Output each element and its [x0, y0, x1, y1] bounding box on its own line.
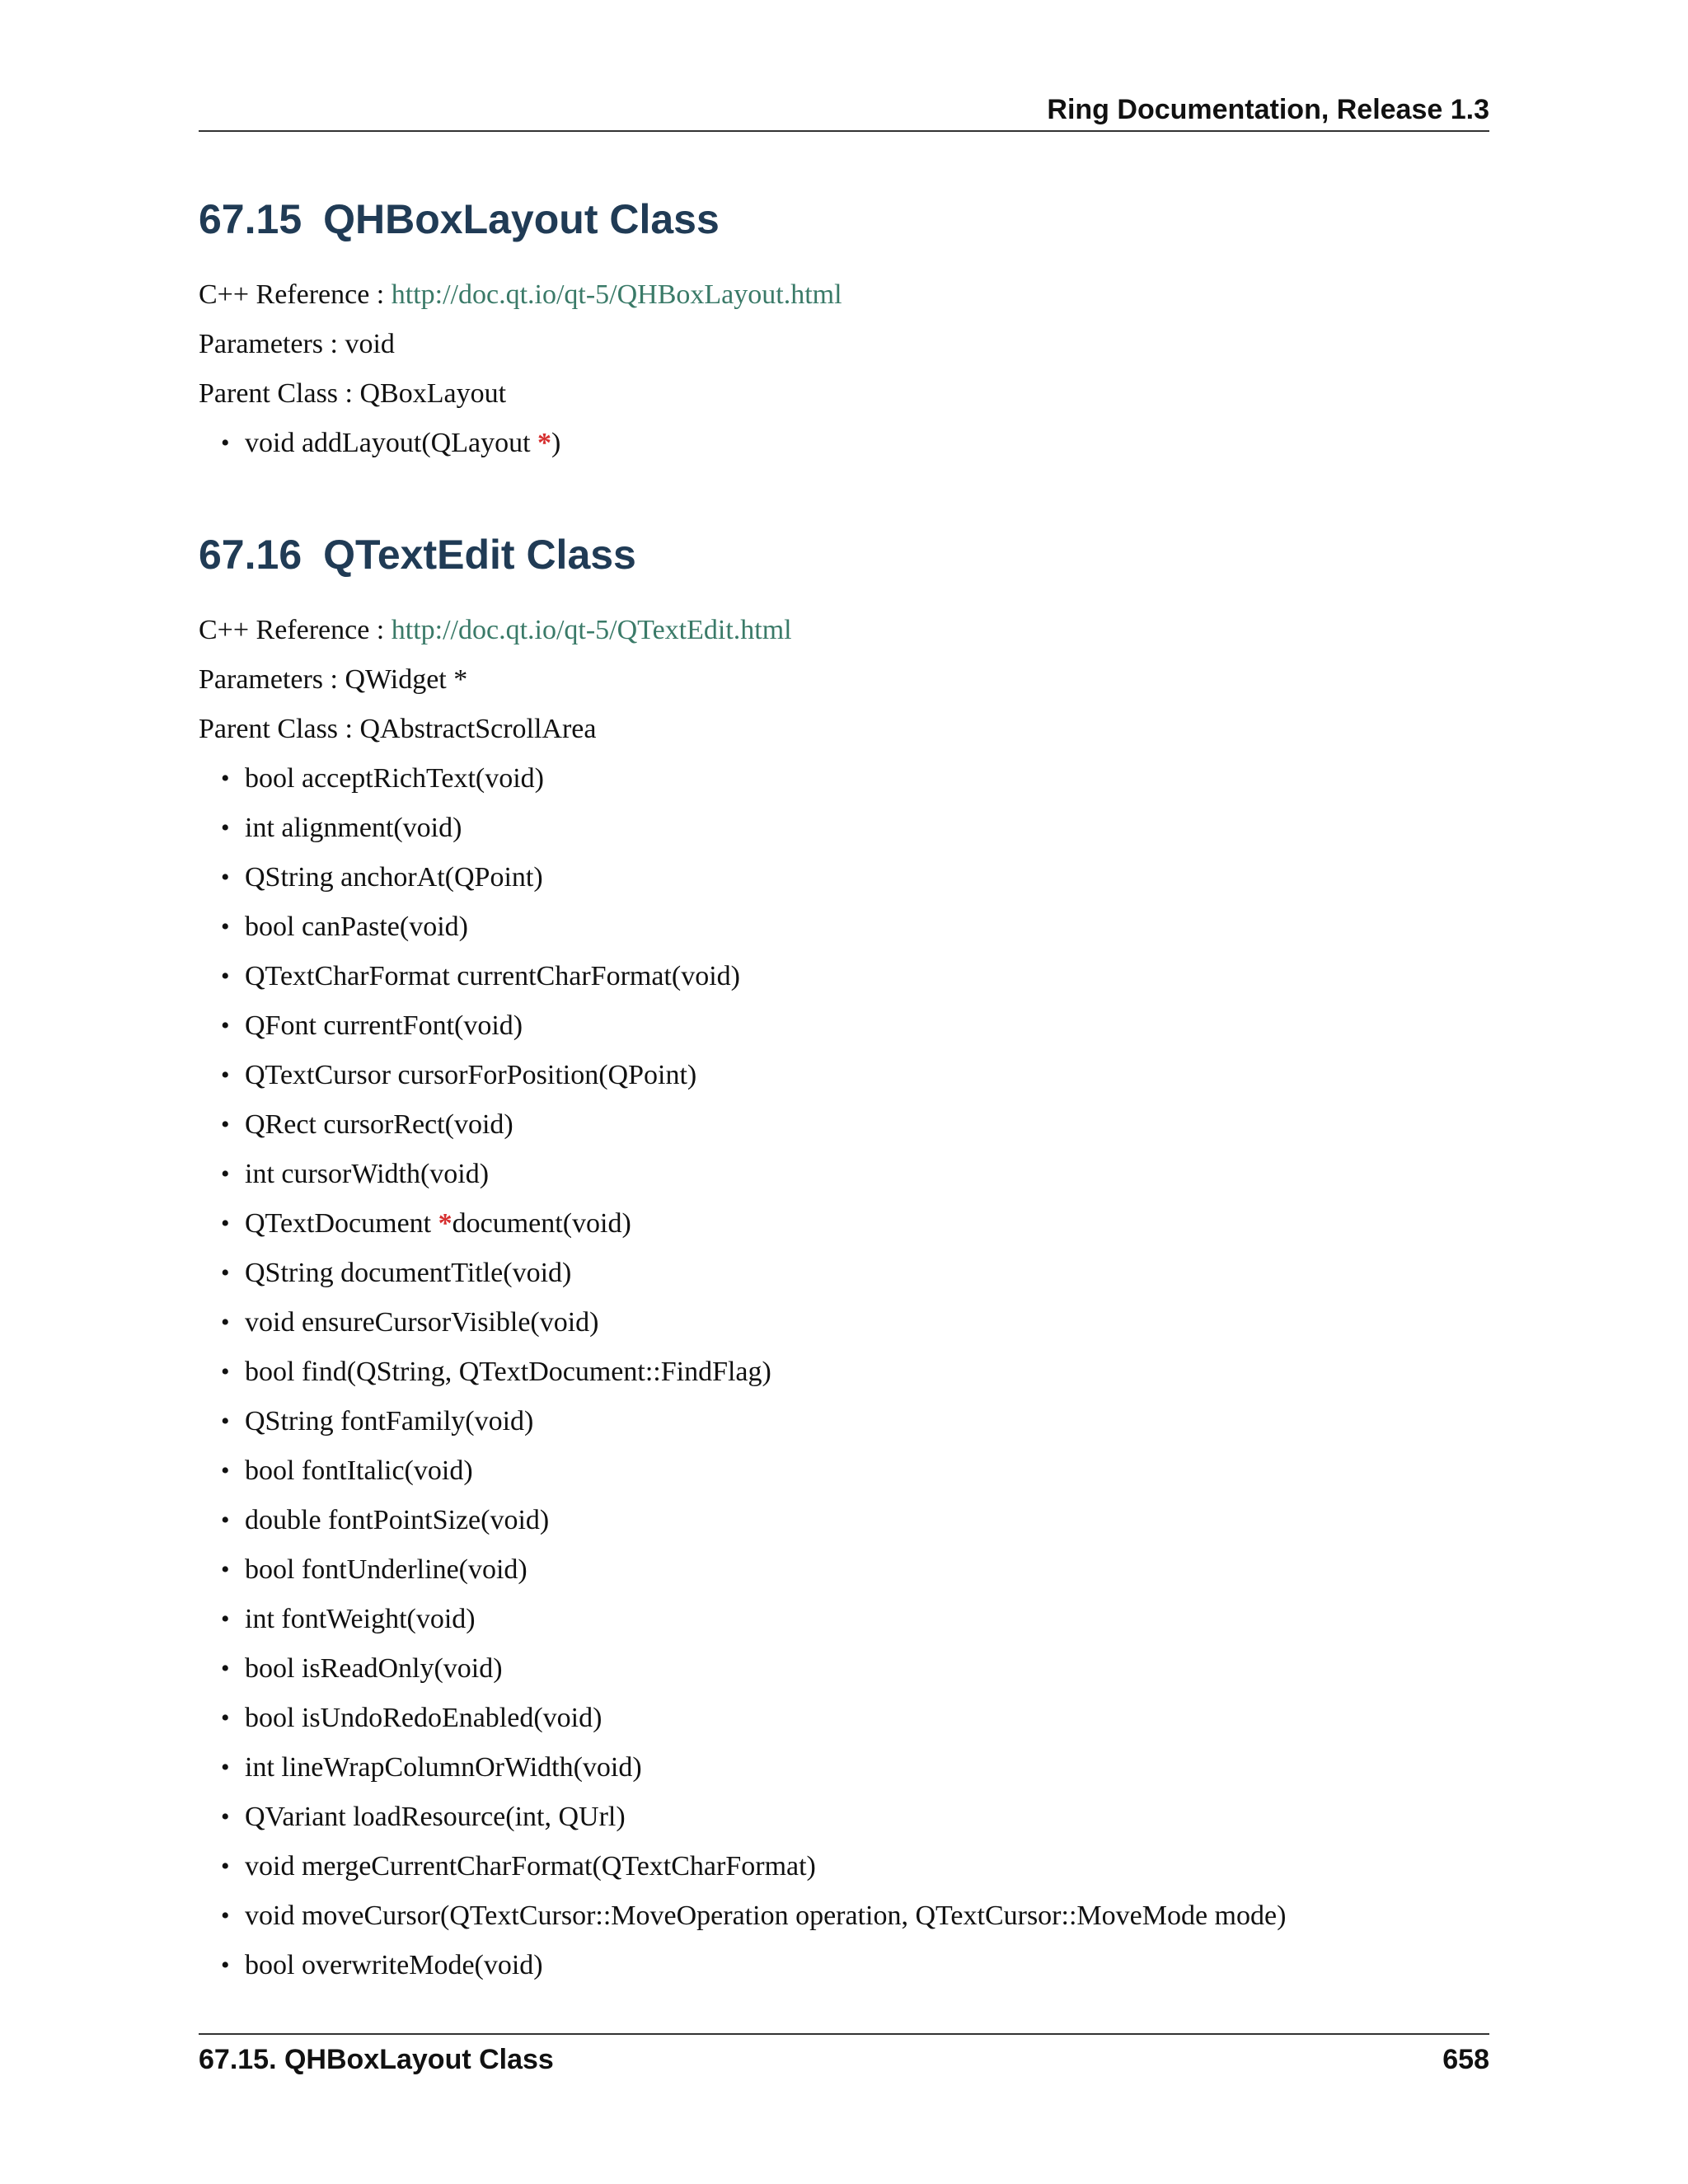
method-item: • bool fontUnderline(void) — [245, 1545, 1489, 1595]
method-item: • bool find(QString, QTextDocument::FindFlag) — [245, 1347, 1489, 1397]
method-item: • QVariant loadResource(int, QUrl) — [245, 1793, 1489, 1842]
bullet: • — [221, 1111, 230, 1138]
method-item: • QRect cursorRect(void) — [245, 1100, 1489, 1150]
method-list — [199, 419, 1489, 468]
bullet: • — [221, 1457, 230, 1484]
footer-section: 67.15. QHBoxLayout Class — [199, 2044, 554, 2075]
bullet: • — [221, 814, 230, 841]
method-item: • QString anchorAt(QPoint) — [245, 853, 1489, 902]
method-item: • double fontPointSize(void) — [245, 1496, 1489, 1545]
bullet: • — [221, 1309, 230, 1336]
asterisk: * — [438, 1208, 452, 1239]
bullet: • — [221, 1952, 230, 1979]
bullet: • — [221, 1556, 230, 1583]
asterisk: * — [537, 428, 552, 458]
parent-class-line: Parent Class : QAbstractScrollArea — [199, 714, 597, 744]
method-item: • void moveCursor(QTextCursor::MoveOperation operation, QTextCursor::MoveMode mode) — [245, 1891, 1489, 1941]
bullet: • — [221, 1160, 230, 1188]
bullet: • — [221, 864, 230, 891]
method-item: • void ensureCursorVisible(void) — [245, 1298, 1489, 1347]
method-item: • void mergeCurrentCharFormat(QTextCharFormat) — [245, 1842, 1489, 1891]
method-item: • QTextCursor cursorForPosition(QPoint) — [245, 1051, 1489, 1100]
document-title: Ring Documentation, Release 1.3 — [1047, 94, 1489, 125]
bullet: • — [221, 1358, 230, 1385]
bullet: • — [221, 963, 230, 990]
bullet: • — [221, 1853, 230, 1880]
method-item: • int fontWeight(void) — [245, 1595, 1489, 1644]
method-item: • QTextDocument *document(void) — [245, 1199, 1489, 1249]
section-heading — [199, 522, 1489, 588]
parent-class-line: Parent Class : QBoxLayout — [199, 378, 507, 409]
bullet: • — [221, 1803, 230, 1830]
method-item: • int lineWrapColumnOrWidth(void) — [245, 1743, 1489, 1793]
section-qtextedit — [199, 522, 1489, 1990]
method-item: • bool fontItalic(void) — [245, 1446, 1489, 1496]
section-title: QHBoxLayout Class — [323, 196, 720, 242]
method-item: • bool isReadOnly(void) — [245, 1644, 1489, 1694]
section-qhboxlayout — [199, 186, 1489, 468]
method-item: • QFont currentFont(void) — [245, 1001, 1489, 1051]
running-header — [199, 89, 1489, 132]
method-list — [199, 754, 1489, 1990]
bullet: • — [221, 765, 230, 792]
bullet: • — [221, 1259, 230, 1286]
bullet: • — [221, 1902, 230, 1929]
bullet: • — [221, 913, 230, 940]
bullet: • — [221, 1408, 230, 1435]
section-number: 67.15 — [199, 196, 302, 242]
parameters-line: Parameters : QWidget * — [199, 664, 468, 695]
method-item: • bool canPaste(void) — [245, 902, 1489, 952]
section-number: 67.16 — [199, 532, 302, 578]
bullet: • — [221, 1704, 230, 1732]
page-number: 658 — [1442, 2044, 1489, 2075]
method-item: • int alignment(void) — [245, 804, 1489, 853]
bullet: • — [221, 1210, 230, 1237]
section-title: QTextEdit Class — [323, 532, 636, 578]
cpp-reference — [199, 606, 1489, 655]
bullet: • — [221, 1062, 230, 1089]
reference-link[interactable]: http://doc.qt.io/qt-5/QHBoxLayout.html — [391, 279, 842, 310]
bullet: • — [221, 1605, 230, 1633]
bullet: • — [221, 1507, 230, 1534]
section-heading — [199, 186, 1489, 252]
method-item: • QString fontFamily(void) — [245, 1397, 1489, 1446]
reference-label: C++ Reference : — [199, 279, 392, 310]
method-item: • bool isUndoRedoEnabled(void) — [245, 1694, 1489, 1743]
bullet: • — [221, 1012, 230, 1039]
reference-label: C++ Reference : — [199, 615, 392, 645]
running-footer — [199, 2033, 1489, 2084]
cpp-reference — [199, 270, 1489, 320]
parameters-line: Parameters : void — [199, 329, 395, 359]
method-item: • void addLayout(QLayout *) — [245, 419, 1489, 468]
bullet: • — [221, 429, 230, 457]
method-item: • bool overwriteMode(void) — [245, 1941, 1489, 1990]
bullet: • — [221, 1655, 230, 1682]
method-item: • int cursorWidth(void) — [245, 1150, 1489, 1199]
method-item: • bool acceptRichText(void) — [245, 754, 1489, 804]
method-item: • QTextCharFormat currentCharFormat(void) — [245, 952, 1489, 1001]
bullet: • — [221, 1754, 230, 1781]
reference-link[interactable]: http://doc.qt.io/qt-5/QTextEdit.html — [391, 615, 792, 645]
method-item: • QString documentTitle(void) — [245, 1249, 1489, 1298]
